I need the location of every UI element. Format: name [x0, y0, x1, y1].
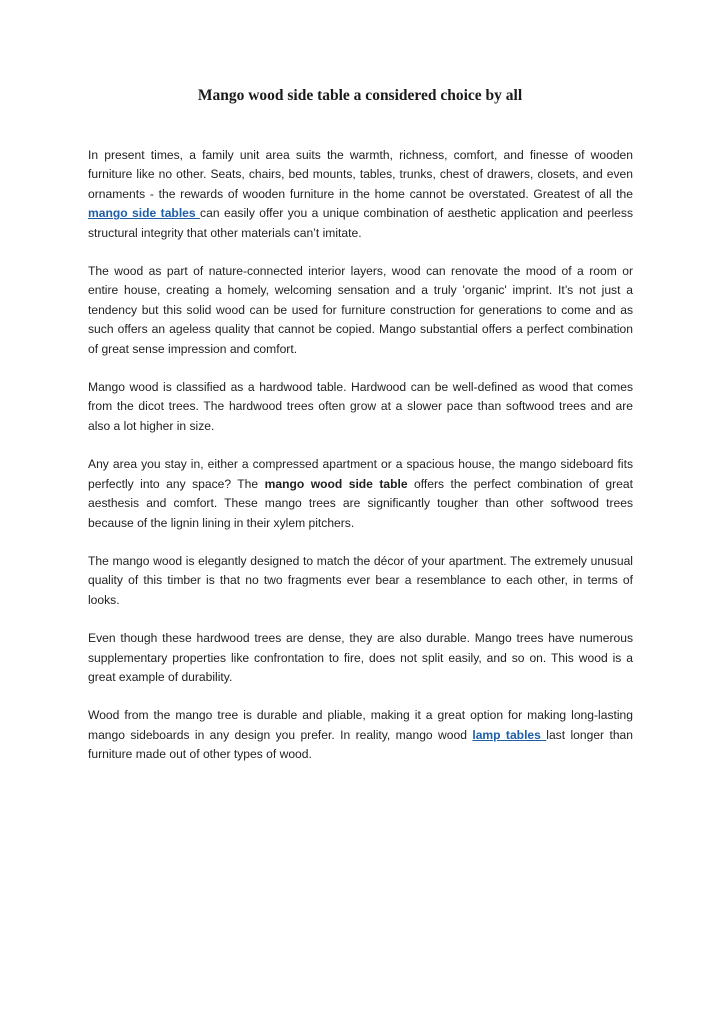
paragraph-3: Mango wood is classified as a hardwood table. Hardwood can be well-defined as wood that comes from the dicot trees. The hardwood trees often grow at a slower pace than softwood trees and are also a lot higher in size.	[88, 380, 633, 433]
document-body	[88, 146, 633, 784]
paragraph-4-text-start: Any area you stay in, either a compressed apartment or a spacious house, the mango sideboard fits perfectly into any space? The	[88, 457, 633, 491]
paragraph-7-text-end: last longer than furniture made out of other types of wood.	[88, 727, 633, 762]
paragraph-2: The wood as part of nature-connected interior layers, wood can renovate the mood of a room or entire house, creating a homely, welcoming sensation and a truly 'organic' imprint. It’s not just a tendency but this solid wood can be used for furniture construction for generations to come and as such offers an ageless quality that cannot be copied. Mango substantial offers a perfect combination of great sense impression and comfort.	[88, 264, 633, 356]
paragraph-5: The mango wood is elegantly designed to match the décor of your apartment. The extremely unusual quality of this timber is that no two fragments ever bear a resemblance to each other, in terms of looks.	[88, 553, 633, 607]
mango-side-tables-link[interactable]: mango side tables	[88, 206, 201, 221]
paragraph-4	[88, 455, 633, 533]
paragraph-7	[88, 706, 633, 764]
paragraph-1	[88, 146, 633, 243]
paragraph-1-text-start: In present times, a family unit area suits the warmth, richness, comfort, and finesse of wooden furniture like no other. Seats, chairs, bed mounts, tables, trunks, chest of drawers, closets, and even ornaments - the rewards of wooden furniture in the home cannot be overstated. Greatest of all the	[88, 148, 633, 201]
lamp-tables-link[interactable]: lamp tables	[472, 727, 547, 742]
mango-wood-side-table-bold: mango wood side table	[264, 476, 408, 491]
paragraph-1-text-end: can easily offer you a unique combination of aesthetic application and peerless structural integrity that other materials can’t imitate.	[88, 206, 633, 240]
document-title: Mango wood side table a considered choice by all	[197, 87, 523, 104]
paragraph-6: Even though these hardwood trees are dense, they are also durable. Mango trees have numerous supplementary properties like confrontation to fire, does not split easily, and so on. This wood is a great example of durability.	[88, 631, 633, 684]
paragraph-7-text-start: Wood from the mango tree is durable and pliable, making it a great option for making long-lasting mango sideboards in any design you prefer. In reality, mango wood	[88, 708, 633, 742]
paragraph-4-text-end: offers the perfect combination of great aesthesis and comfort. These mango trees are significantly tougher than other softwood trees because of the lignin lining in their xylem pitchers.	[88, 476, 633, 530]
